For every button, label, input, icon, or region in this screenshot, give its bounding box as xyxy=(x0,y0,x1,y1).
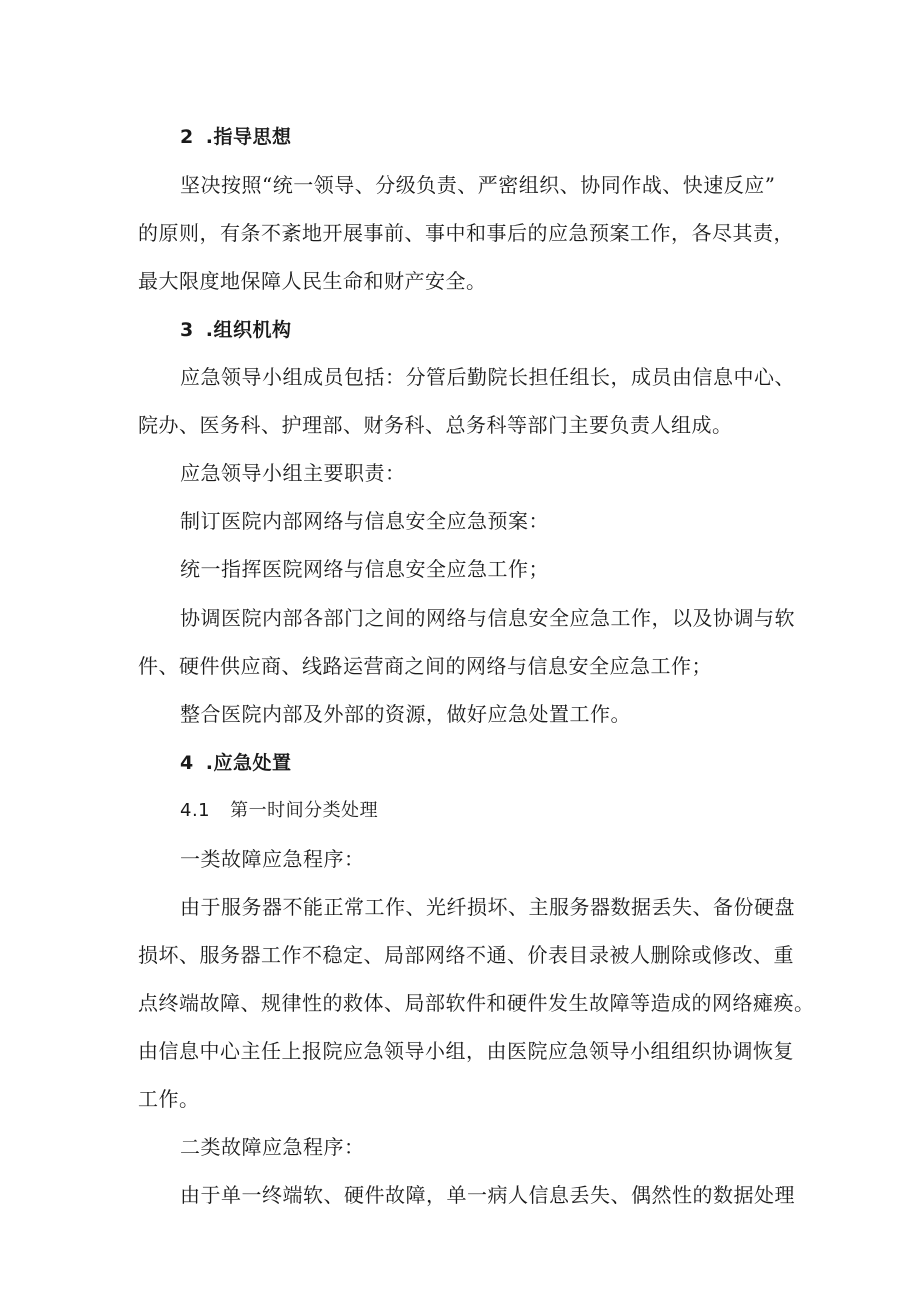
section-title: .应急处置 xyxy=(205,752,292,774)
paragraph-line: 整合医院内部及外部的资源，做好应急处置工作。 xyxy=(180,702,631,726)
paragraph-line: 最大限度地保障人民生命和财产安全。 xyxy=(138,269,487,293)
paragraph-line: 协调医院内部各部门之间的网络与信息安全应急工作，以及协调与软 xyxy=(180,606,795,630)
paragraph-line: 坚决按照“统一领导、分级负责、严密组织、协同作战、快速反应” xyxy=(180,173,776,197)
section-number: 2 xyxy=(180,126,194,148)
section-number: 4 xyxy=(180,752,194,774)
section-title: .组织机构 xyxy=(205,319,292,341)
paragraph-line: 由信息中心主任上报院应急领导小组，由医院应急领导小组组织协调恢复 xyxy=(138,1039,794,1063)
subsection-heading xyxy=(180,797,378,825)
paragraph-line: 件、硬件供应商、线路运营商之间的网络与信息安全应急工作； xyxy=(138,654,712,678)
paragraph-line: 点终端故障、规律性的救体、局部软件和硬件发生故障等造成的网络瘫痪。 xyxy=(138,991,815,1015)
paragraph-line: 应急领导小组成员包括：分管后勤院长担任组长，成员由信息中心、 xyxy=(180,365,795,389)
section-heading-emergency-response xyxy=(180,749,291,777)
paragraph-line: 工作。 xyxy=(138,1087,200,1111)
subsection-title: 第一时间分类处理 xyxy=(230,800,379,821)
paragraph-line: 制订医院内部网络与信息安全应急预案： xyxy=(180,509,549,533)
paragraph-line: 应急领导小组主要职责： xyxy=(180,461,406,485)
paragraph-line: 由于单一终端软、硬件故障，单一病人信息丢失、偶然性的数据处理 xyxy=(180,1183,795,1207)
paragraph-line: 二类故障应急程序： xyxy=(180,1135,365,1159)
paragraph-line: 由于服务器不能正常工作、光纤损坏、主服务器数据丢失、备份硬盘 xyxy=(180,895,795,919)
paragraph-line: 损坏、服务器工作不稳定、局部网络不通、价表目录被人删除或修改、重 xyxy=(138,943,794,967)
paragraph-line: 院办、医务科、护理部、财务科、总务科等部门主要负责人组成。 xyxy=(138,413,733,437)
section-title: .指导思想 xyxy=(205,126,292,148)
paragraph-line: 统一指挥医院网络与信息安全应急工作； xyxy=(180,557,549,581)
paragraph-line: 的原则，有条不紊地开展事前、事中和事后的应急预案工作，各尽其责， xyxy=(138,221,794,245)
subsection-number: 4.1 xyxy=(180,800,211,821)
paragraph-line: 一类故障应急程序： xyxy=(180,847,365,871)
section-number: 3 xyxy=(180,319,194,341)
section-heading-guiding-ideology xyxy=(180,123,291,151)
section-heading-organization xyxy=(180,316,291,344)
